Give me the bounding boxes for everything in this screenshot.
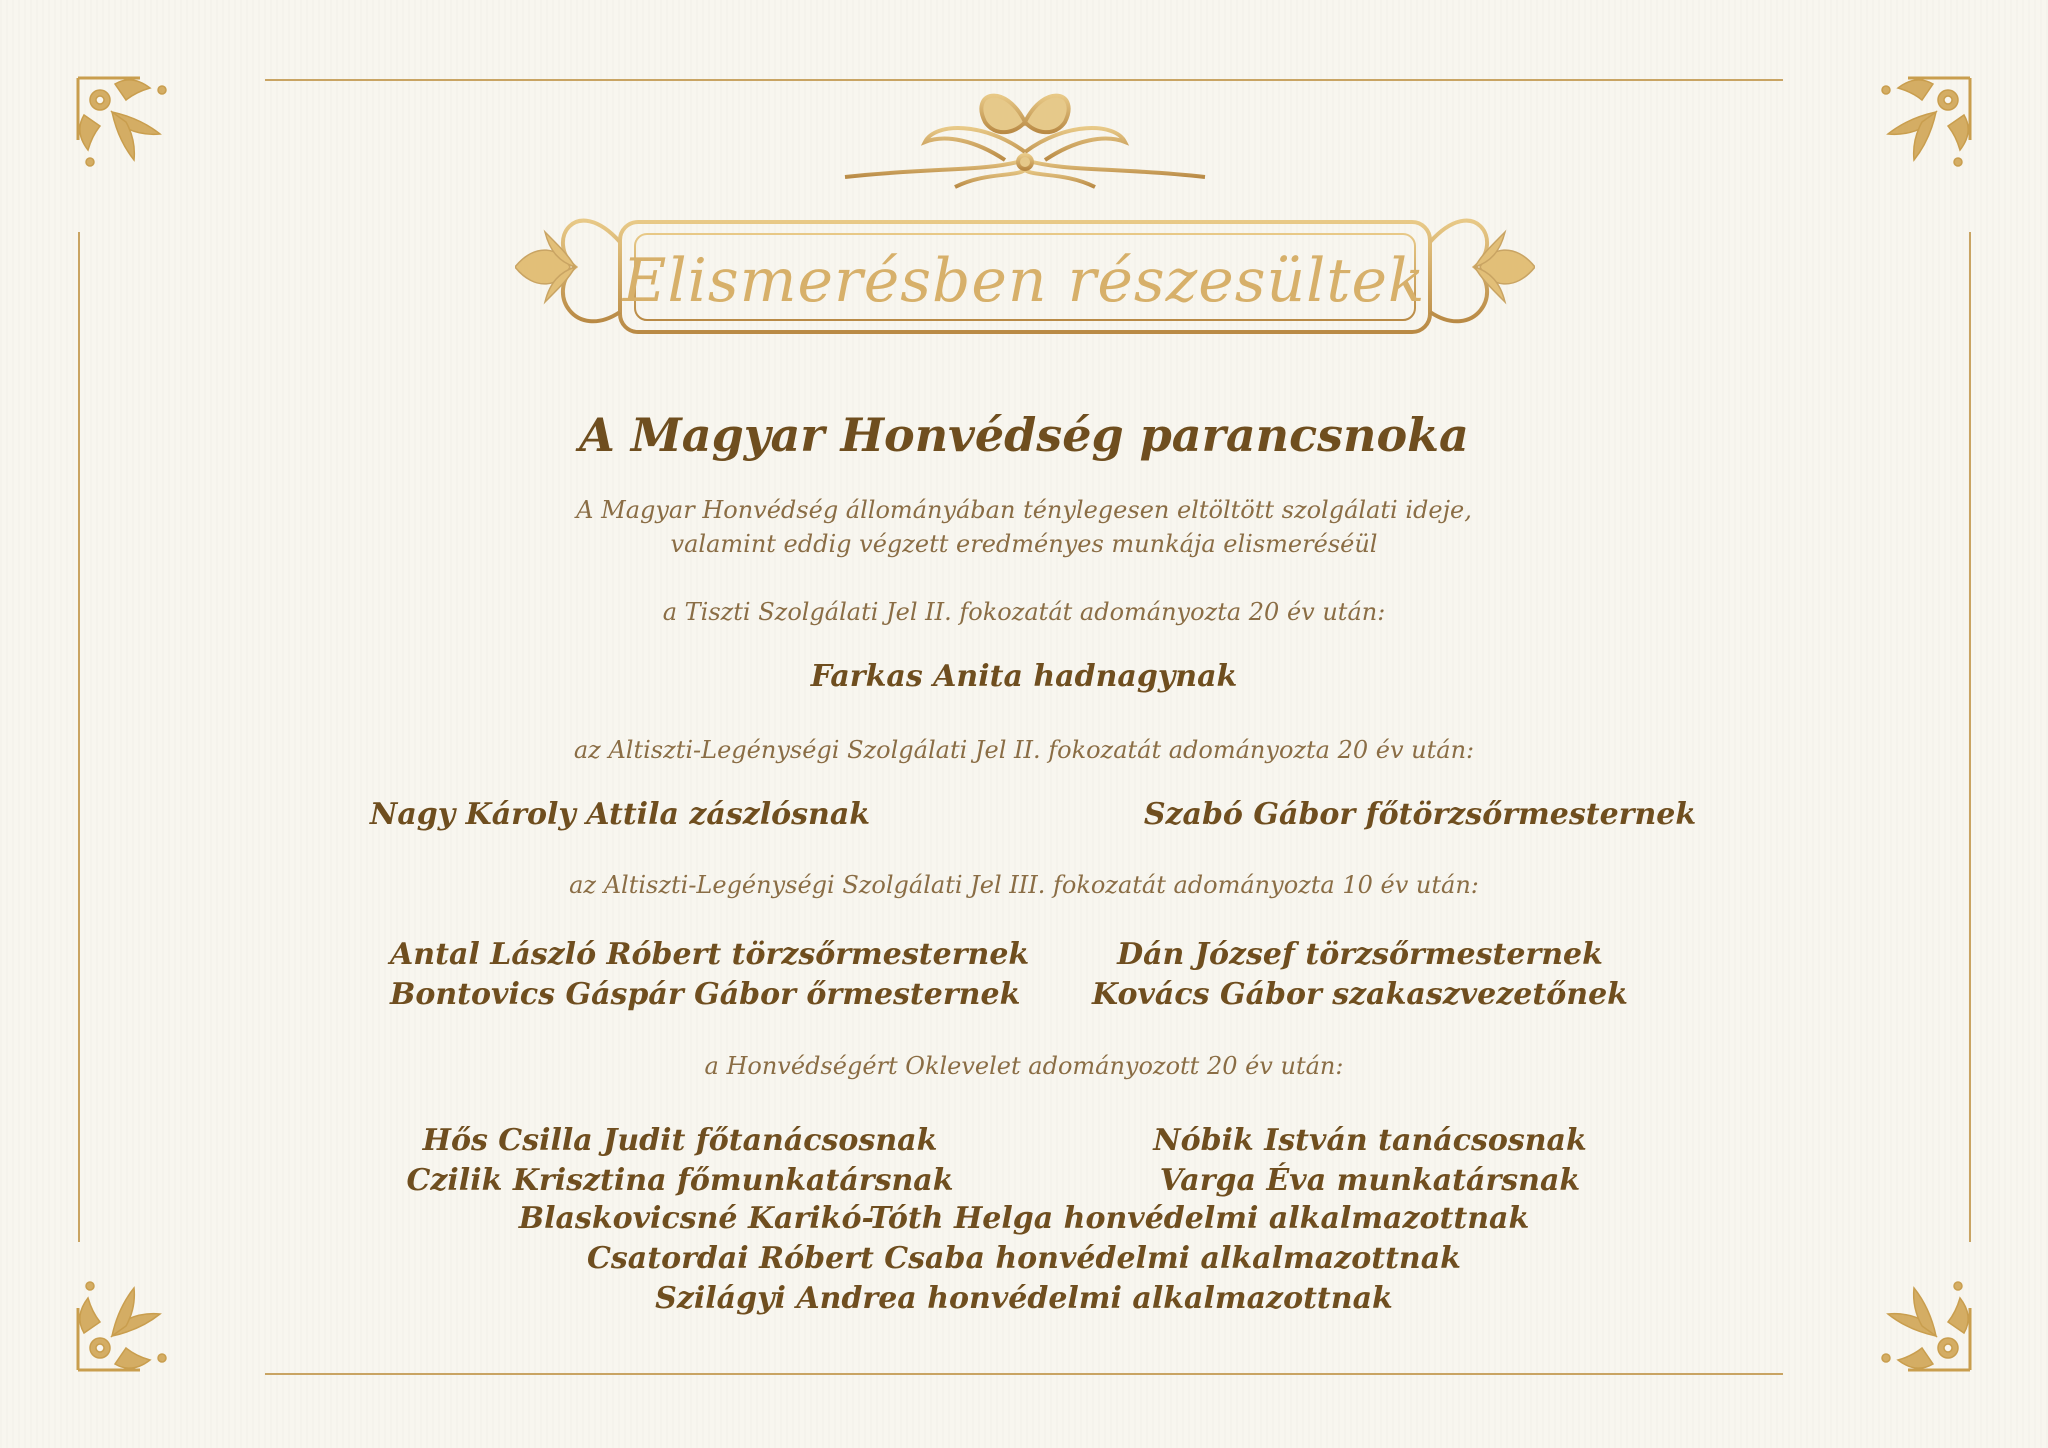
recipient-name: Kovács Gábor szakaszvezetőnek xyxy=(1092,977,1628,1012)
corner-ornament-top-left xyxy=(70,70,190,190)
recipient-name: Blaskovicsné Karikó-Tóth Helga honvédelmi alkalmazottnak xyxy=(518,1201,1530,1236)
recipients-left-column xyxy=(390,935,1030,1015)
page-title: A Magyar Honvédség parancsnoka xyxy=(579,408,1469,462)
recipient-name: Hős Csilla Judit főtanácsosnak xyxy=(422,1123,938,1158)
header-banner-ornament xyxy=(515,82,1535,372)
recipient-name: Nóbik István tanácsosnak xyxy=(1153,1123,1587,1158)
recipients-center-column xyxy=(324,1199,1724,1319)
recipient-name: Antal László Róbert törzsőrmesternek xyxy=(390,937,1030,972)
recipients-right-column xyxy=(1080,935,1640,1015)
corner-ornament-top-right xyxy=(1858,70,1978,190)
section-heading-altiszti-iii: az Altiszti-Legénységi Szolgálati Jel III. fokozatát adományozta 10 év után: xyxy=(569,871,1479,899)
section-heading-oklevel: a Honvédségért Oklevelet adományozott 20 év után: xyxy=(704,1052,1344,1080)
frame-top-line xyxy=(265,79,1783,81)
section-heading-tiszti: a Tiszti Szolgálati Jel II. fokozatát adományozta 20 év után: xyxy=(662,598,1386,626)
banner-title: Elismerésben részesültek xyxy=(622,246,1426,316)
recipient-name: Szilágyi Andrea honvédelmi alkalmazottnak xyxy=(655,1281,1393,1316)
corner-ornament-bottom-left xyxy=(70,1258,190,1378)
intro-line-1: A Magyar Honvédség állományában ténylegesen eltöltött szolgálati ideje, xyxy=(576,496,1472,524)
recipient-name: Szabó Gábor főtörzsőrmesternek xyxy=(1143,797,1697,832)
recipient-name: Farkas Anita hadnagynak xyxy=(810,659,1238,694)
recipients-right-column xyxy=(1140,795,1700,835)
recipient-name: Czilik Krisztina főmunkatársnak xyxy=(406,1163,954,1198)
intro-line-2: valamint eddig végzett eredményes munkája elismeréséül xyxy=(670,530,1378,558)
recipients-left-column xyxy=(340,795,900,835)
corner-ornament-bottom-right xyxy=(1858,1258,1978,1378)
recipients-left-column xyxy=(400,1121,960,1201)
recipient-name: Bontovics Gáspár Gábor őrmesternek xyxy=(390,977,1021,1012)
frame-bottom-line xyxy=(265,1373,1783,1375)
recipient-name: Dán József törzsőrmesternek xyxy=(1117,937,1603,972)
recipients-right-column xyxy=(1090,1121,1650,1201)
section-heading-altiszti-ii: az Altiszti-Legénységi Szolgálati Jel II. fokozatát adományozta 20 év után: xyxy=(573,736,1475,764)
recipient-name: Nagy Károly Attila zászlósnak xyxy=(369,797,871,832)
recipient-name: Csatordai Róbert Csaba honvédelmi alkalmazottnak xyxy=(587,1241,1461,1276)
recipient-name: Varga Éva munkatársnak xyxy=(1159,1163,1581,1198)
